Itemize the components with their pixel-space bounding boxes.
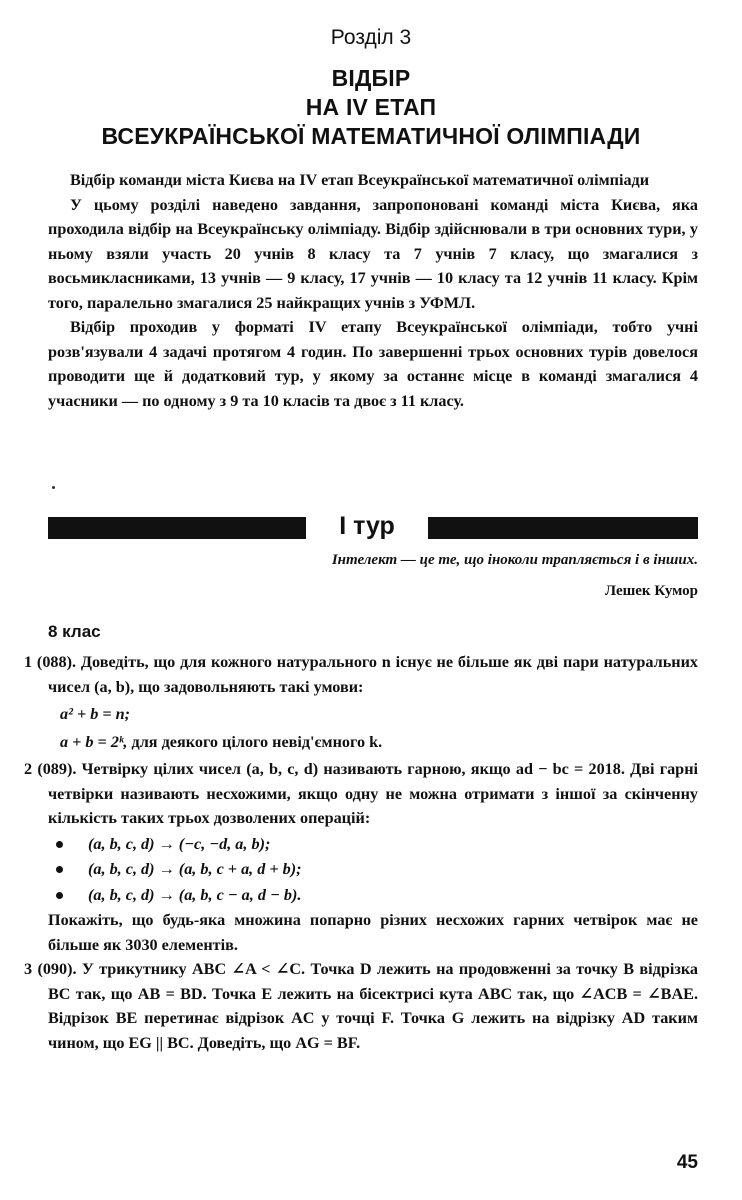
- operation-text: (a, b, c, d) → (a, b, c + a, d + b);: [88, 860, 302, 878]
- tour-bar-right: [428, 517, 698, 539]
- intro-paragraph-2: У цьому розділі наведено завдання, запропоновані команді міста Києва, яка проходила відбір на Всеукраїнську олімпіаду. Відбір здійснювали в три основних тури, у ньому взяли участь 20 учнів 8 класу та 7 учнів 7 класу, що змагалися з восьмикласниками, 13 учнів — 9 класу, 17 учнів — 10 класу та 12 учнів 11 класу. Крім того, паралельно змагалися 25 найкращих учнів з УФМЛ.: [48, 195, 698, 312]
- tour-banner: [48, 513, 698, 543]
- problem-2-conclusion: Покажіть, що будь-яка множина попарно різних несхожих гарних четвірок має не більше як 3030 елементів.: [48, 911, 698, 954]
- problem-1-condition-2: [48, 730, 698, 755]
- class-heading: 8 клас: [48, 622, 101, 641]
- problem-number: 1 (088).: [24, 653, 77, 671]
- operation-item: [48, 832, 698, 857]
- problem-number: 3 (090).: [24, 960, 77, 978]
- operation-item: [48, 857, 698, 882]
- intro-paragraph-3: Відбір проходив у форматі IV етапу Всеукраїнської олімпіади, тобто учні розв'язували 4 задачі протягом 4 годин. По завершенні трьох основних турів довелося проводити ще й додатковий тур, у якому за останнє місце в команді змагалися 4 учасники — по одному з 9 та 10 класів та двоє з 11 класу.: [48, 318, 698, 410]
- problem-text: У трикутнику ABC ∠A < ∠C. Точка D лежить на продовженні за точку B відрізка BC так, що AB = BD. Точка E лежить на бісектрисі кута ABC так, що ∠ACB = ∠BAE. Відрізок BE перетинає відрізок AC у точці F. Точка G лежить на відрізку AD таким чином, що EG || BC. Доведіть, що AG = BF.: [48, 960, 699, 1052]
- problem-list: [24, 650, 698, 1055]
- title-line-2: НА IV ЕТАП: [305, 94, 437, 120]
- operation-item: [48, 883, 698, 908]
- tour-title: І тур: [339, 512, 395, 540]
- chapter-title: [0, 64, 742, 151]
- title-line-1: ВІДБІР: [331, 65, 411, 91]
- problem-2: [24, 757, 698, 957]
- operation-text: (a, b, c, d) → (a, b, c − a, d − b).: [88, 885, 302, 904]
- bullet-icon: [56, 866, 63, 873]
- tour-bar-left: [48, 517, 306, 539]
- problem-1-condition-1: a² + b = n;: [60, 705, 131, 723]
- problem-3: [24, 957, 698, 1055]
- epigraph-author: Лешек Кумор: [604, 583, 698, 599]
- problem-text: Четвірку цілих чисел (a, b, c, d) називають гарною, якщо ad − bc = 2018. Дві гарні четвірки називають несхожими, якщо одну не можна отримати з іншої за скінченну кількість таких трьох дозволених операцій:: [48, 760, 699, 827]
- condition-formula: a + b = 2ᵏ,: [60, 732, 128, 751]
- operation-text: (a, b, c, d) → (−c, −d, a, b);: [88, 834, 271, 853]
- intro-paragraph-1: Відбір команди міста Києва на IV етап Всеукраїнської математичної олімпіади: [70, 171, 650, 189]
- bullet-icon: [56, 892, 63, 899]
- bullet-icon: [56, 841, 63, 848]
- epigraph: Інтелект — це те, що іноколи трапляється і в інших.: [331, 552, 698, 568]
- problem-text: Доведіть, що для кожного натурального n існує не більше як дві пари натуральних чисел (a, b), що задовольняють такі умови:: [48, 653, 699, 696]
- section-label: Розділ 3: [330, 26, 412, 49]
- condition-text: для деякого цілого невід'ємного k.: [131, 732, 383, 751]
- title-line-3: ВСЕУКРАЇНСЬКОЇ МАТЕМАТИЧНОЇ ОЛІМПІАДИ: [101, 123, 641, 149]
- page-number: 45: [676, 1152, 698, 1173]
- print-speck: [52, 486, 55, 489]
- problem-number: 2 (089).: [24, 760, 77, 778]
- intro-text: [48, 168, 698, 413]
- problem-1: [24, 650, 698, 754]
